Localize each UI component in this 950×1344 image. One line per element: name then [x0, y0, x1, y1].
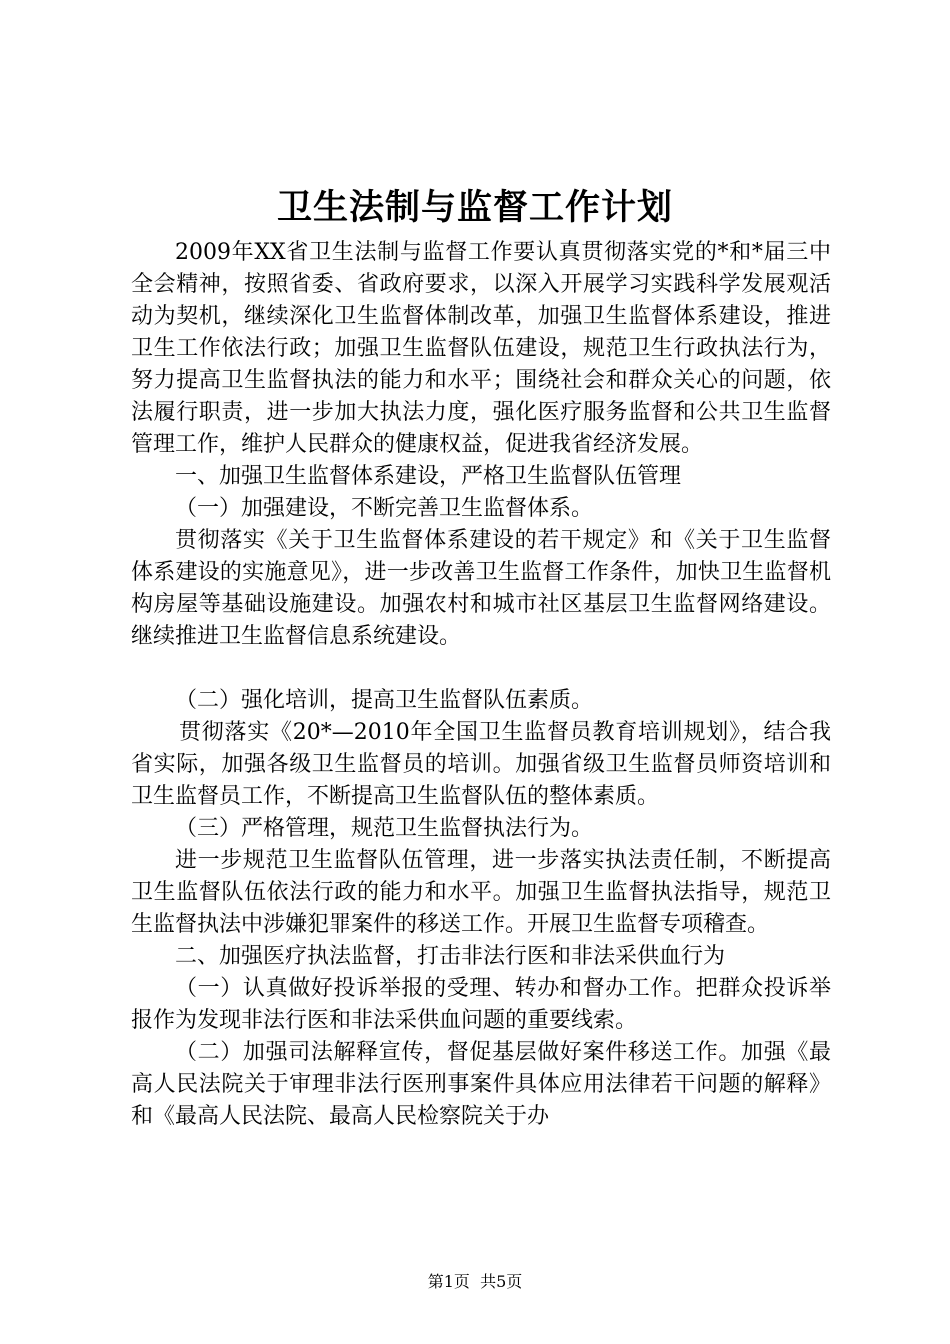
paragraph-1-1: 贯彻落实《关于卫生监督体系建设的若干规定》和《关于卫生监督体系建设的实施意见》，进一步改善卫生监督工作条件，加快卫生监督机构房屋等基础设施建设。加强农村和城市社区基层卫生监督网络建设。继续推进卫生监督信息系统建设。: [131, 528, 831, 649]
page-footer: [0, 1271, 950, 1293]
page-number: 第1页: [427, 1272, 470, 1291]
document-title: 卫生法制与监督工作计划: [276, 188, 673, 228]
page-total: 共5页: [480, 1272, 523, 1291]
subsection-heading-1-3: （三）严格管理，规范卫生监督执法行为。: [175, 816, 594, 841]
subsection-heading-2-2: （二）加强司法解释宣传，督促基层做好案件移送工作。加强《最高人民法院关于审理非法行医刑事案件具体应用法律若干问题的解释》和《最高人民法院、最高人民检察院关于办: [131, 1040, 831, 1129]
subsection-heading-1-2: （二）强化培训，提高卫生监督队伍素质。: [175, 688, 594, 713]
paragraph-intro: 2009年XX省卫生法制与监督工作要认真贯彻落实党的*和*届三中全会精神，按照省委、省政府要求，以深入开展学习实践科学发展观活动为契机，继续深化卫生监督体制改革，加强卫生监督体系建设，推进卫生工作依法行政；加强卫生监督队伍建设，规范卫生行政执法行为，努力提高卫生监督执法的能力和水平；围绕社会和群众关心的问题，依法履行职责，进一步加大执法力度，强化医疗服务监督和公共卫生监督管理工作，维护人民群众的健康权益，促进我省经济发展。: [131, 240, 831, 457]
paragraph-spacer: [131, 653, 831, 685]
paragraph-1-2: 贯彻落实《20*—2010年全国卫生监督员教育培训规划》，结合我省实际，加强各级卫生监督员的培训。加强省级卫生监督员师资培训和卫生监督员工作，不断提高卫生监督队伍的整体素质。: [131, 720, 831, 809]
section-heading-1: 一、加强卫生监督体系建设，严格卫生监督队伍管理: [175, 464, 682, 489]
document-body: [131, 237, 831, 1133]
footer-separator: [470, 1272, 480, 1291]
subsection-heading-2-1: （一）认真做好投诉举报的受理、转办和督办工作。把群众投诉举报作为发现非法行医和非法采供血问题的重要线索。: [131, 976, 831, 1033]
section-heading-2: 二、加强医疗执法监督，打击非法行医和非法采供血行为: [175, 944, 726, 969]
subsection-heading-1-1: （一）加强建设，不断完善卫生监督体系。: [175, 496, 594, 521]
paragraph-1-3: 进一步规范卫生监督队伍管理，进一步落实执法责任制，不断提高卫生监督队伍依法行政的能力和水平。加强卫生监督执法指导，规范卫生监督执法中涉嫌犯罪案件的移送工作。开展卫生监督专项稽查。: [131, 848, 831, 937]
